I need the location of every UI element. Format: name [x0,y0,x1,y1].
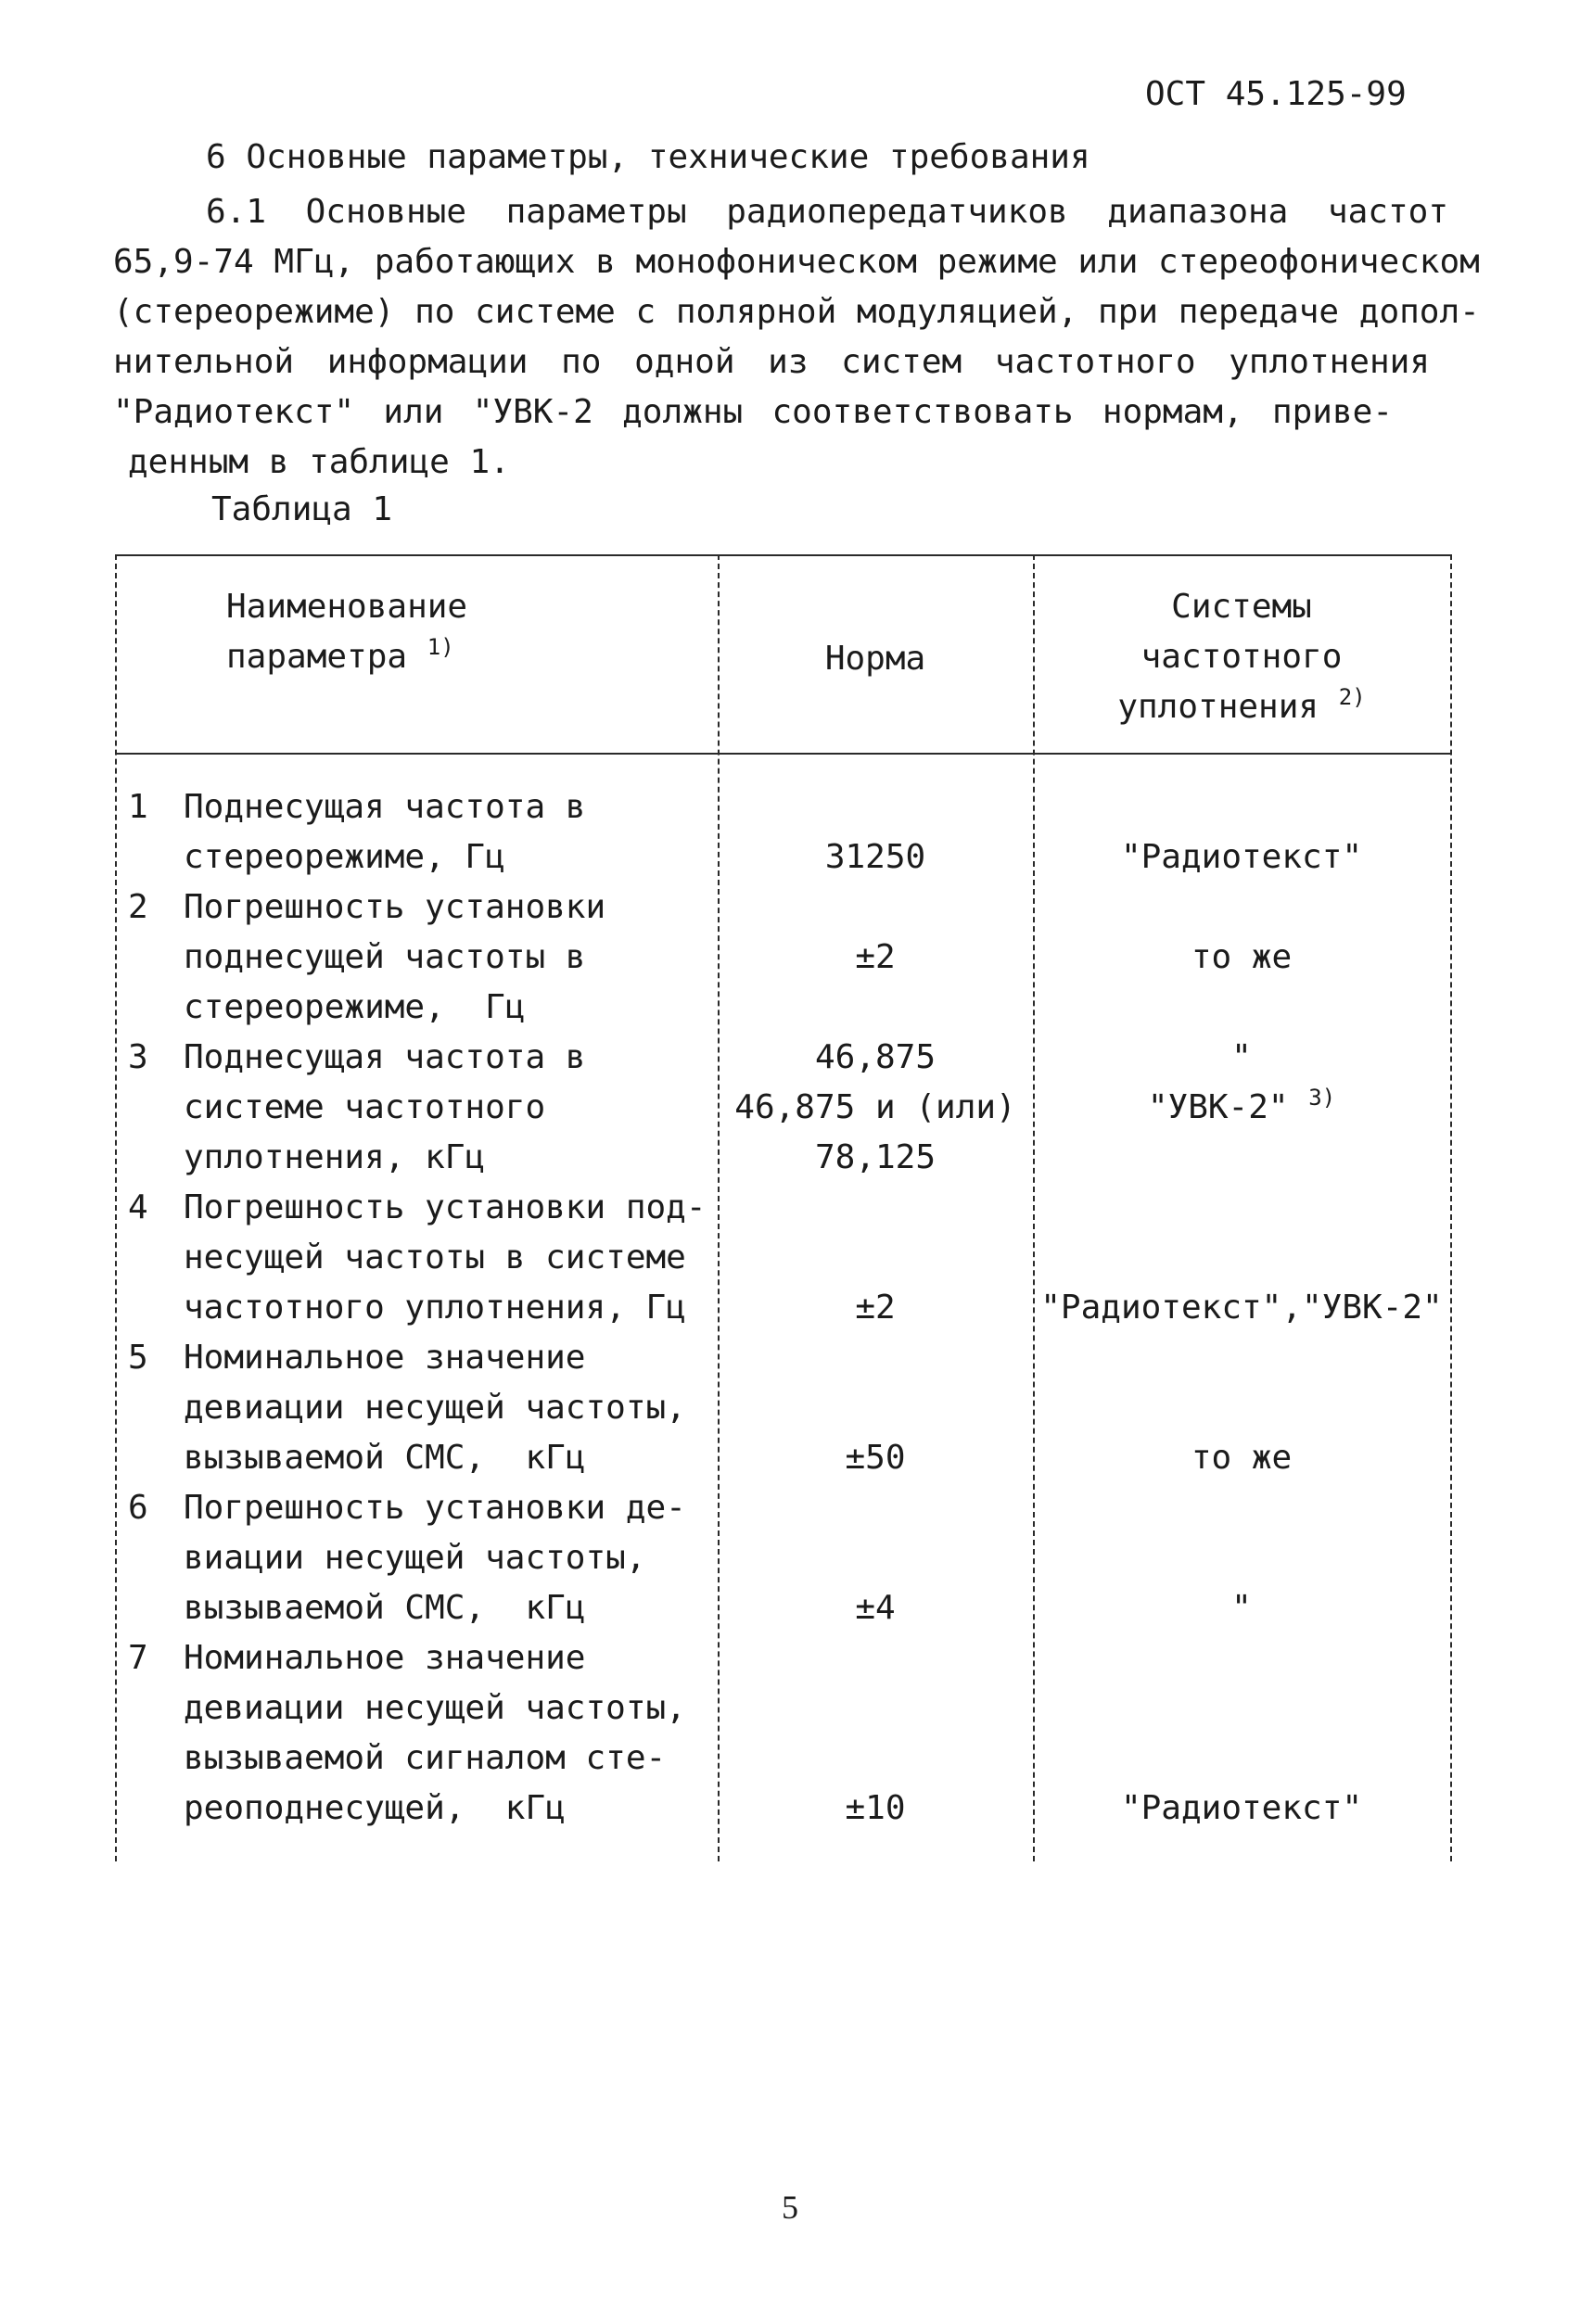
paragraph-line: 65,9-74 МГц, работающих в монофоническом режиме или стереофоническом [113,243,1480,281]
param-line: уплотнения, кГц [184,1138,486,1176]
norm-value: ±50 [845,1439,906,1477]
table-right-border [1450,554,1452,1861]
norm-value: 31250 [824,838,926,876]
document-code: ОСТ 45.125-99 [1145,75,1407,113]
paragraph-line: денным в таблице 1. [128,443,510,481]
header-param-line [226,632,454,682]
footnote-mark: 1) [427,634,454,660]
system-value: "Радиотекст","УВК-2" [1040,1289,1443,1327]
table-caption: Таблица 1 [211,490,393,528]
table-top-border [115,554,1450,556]
table-header-divider [115,753,1450,755]
row-number: 6 [128,1489,148,1527]
row-number: 7 [128,1639,148,1677]
param-line: виации несущей частоты, [184,1539,646,1577]
param-line: девиации несущей частоты, [184,1389,686,1427]
param-line: системе частотного [184,1088,546,1126]
row-number: 2 [128,888,148,926]
param-line: Поднесущая частота в [184,1038,586,1076]
section-title: 6 Основные параметры, технические требования [206,138,1090,176]
param-line: Погрешность установки [184,888,606,926]
header-param-line: Наименование [226,588,468,626]
header-norm: Норма [824,640,926,678]
param-line: Номинальное значение [184,1339,586,1377]
row-number: 1 [128,788,148,826]
norm-value: ±10 [845,1789,906,1827]
param-line: Поднесущая частота в [184,788,586,826]
row-number: 5 [128,1339,148,1377]
footnote-mark: 2) [1338,684,1366,710]
param-line: вызываемой сигналом сте- [184,1739,667,1777]
param-line: реоподнесущей, кГц [184,1789,566,1827]
table-left-border [115,554,117,1861]
system-value: " [1231,1038,1252,1076]
param-line: стереорежиме, Гц [184,988,526,1026]
param-line: стереорежиме, Гц [184,838,505,876]
param-line: Погрешность установки под- [184,1188,707,1226]
norm-value: ±4 [855,1589,896,1627]
param-line: девиации несущей частоты, [184,1689,686,1727]
system-value [1033,1083,1450,1133]
header-param-text: параметра [226,638,408,676]
param-line: частотного уплотнения, Гц [184,1289,686,1327]
header-system-text: уплотнения [1117,688,1319,726]
system-value: то же [1191,1439,1293,1477]
paragraph-line: нительной информации по одной из систем частотного уплотнения [113,343,1430,381]
table-column-divider [718,554,720,1861]
paragraph-line: 6.1 Основные параметры радиопередатчиков диапазона частот [206,193,1448,231]
norm-value: ±2 [855,938,896,976]
row-number: 3 [128,1038,148,1076]
param-line: несущей частоты в системе [184,1238,686,1276]
system-text: "УВК-2" [1147,1088,1289,1126]
table-column-divider [1033,554,1035,1861]
page-number: 5 [782,2189,798,2226]
row-number: 4 [128,1188,148,1226]
header-system-line: Системы [1171,588,1312,626]
norm-value: 46,875 [814,1038,937,1076]
system-value: то же [1191,938,1293,976]
param-line: Номинальное значение [184,1639,586,1677]
norm-value: 78,125 [814,1138,937,1176]
paragraph-line: "Радиотекст" или "УВК-2 должны соответствовать нормам, приве- [113,393,1393,431]
norm-value: 46,875 и (или) [734,1088,1016,1126]
param-line: вызываемой СМС, кГц [184,1589,586,1627]
parameters-table [115,554,1450,1861]
header-system-line: частотного [1140,638,1343,676]
param-line: поднесущей частоты в [184,938,586,976]
header-system-line [1033,682,1450,732]
param-line: вызываемой СМС, кГц [184,1439,586,1477]
param-line: Погрешность установки де- [184,1489,686,1527]
system-value: "Радиотекст" [1120,1789,1363,1827]
norm-value: ±2 [855,1289,896,1327]
paragraph [113,187,1480,493]
system-value: " [1231,1589,1252,1627]
system-value: "Радиотекст" [1120,838,1363,876]
footnote-mark: 3) [1308,1085,1336,1111]
paragraph-line: (стереорежиме) по системе с полярной модуляцией, при передаче допол- [113,293,1480,331]
